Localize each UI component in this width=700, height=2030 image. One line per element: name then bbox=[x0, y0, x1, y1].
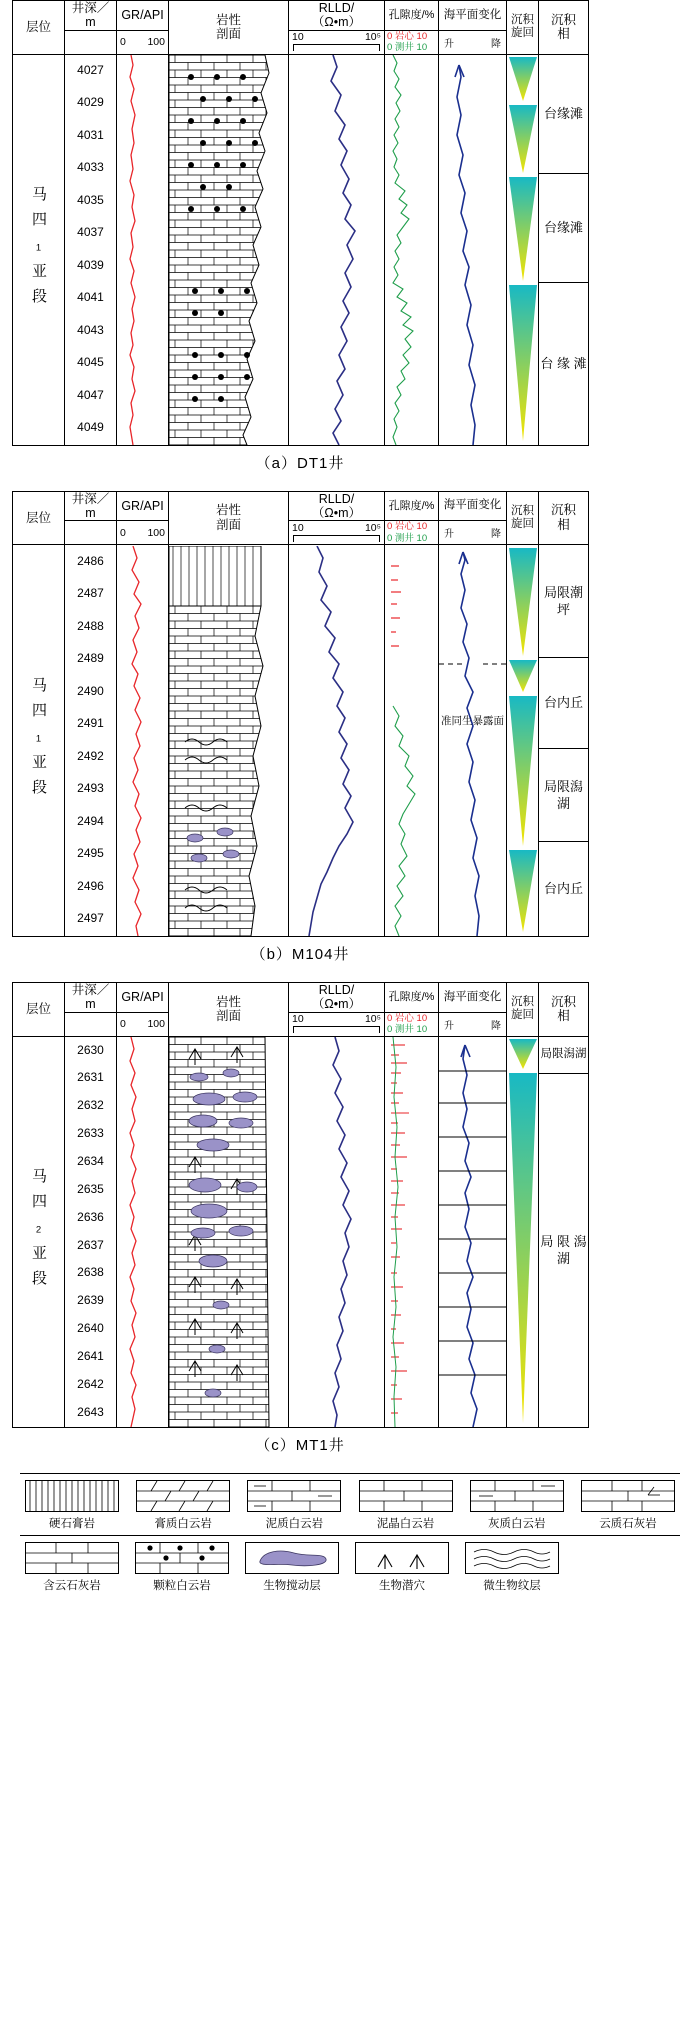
depth-track bbox=[65, 545, 117, 937]
depth-label: 2638 bbox=[77, 1265, 104, 1280]
depth-label: 2641 bbox=[77, 1348, 104, 1363]
depth-label: 2630 bbox=[77, 1042, 104, 1057]
sealevel-track bbox=[439, 1036, 507, 1427]
gr-track bbox=[117, 54, 169, 445]
header-gr: GR/API bbox=[117, 983, 169, 1013]
depth-track bbox=[65, 54, 117, 445]
legend-item bbox=[20, 1542, 124, 1593]
caption-dt1: （a）DT1井 bbox=[255, 454, 345, 472]
gr-curve bbox=[117, 1037, 169, 1427]
legend-label: 云质石灰岩 bbox=[599, 1517, 657, 1530]
gypsum-dolomite-icon bbox=[136, 1480, 230, 1512]
dolomitic-limestone-icon bbox=[581, 1480, 675, 1512]
facies-cell: 局限潟湖 bbox=[539, 749, 588, 842]
depth-label: 4029 bbox=[77, 95, 104, 110]
legend-label: 生物潜穴 bbox=[379, 1579, 425, 1592]
legend-label: 灰质白云岩 bbox=[488, 1517, 546, 1530]
panel-dt1 bbox=[12, 0, 588, 473]
depth-label: 4031 bbox=[77, 127, 104, 142]
porosity-track bbox=[385, 545, 439, 937]
rlld-scale-bar bbox=[293, 1026, 380, 1033]
rlld-scale-bar bbox=[293, 44, 380, 51]
calcareous-dolomite-icon bbox=[470, 1480, 564, 1512]
depth-label: 2491 bbox=[77, 716, 104, 731]
depth-label: 2488 bbox=[77, 618, 104, 633]
depth-label: 2486 bbox=[77, 553, 104, 568]
depth-label: 2487 bbox=[77, 586, 104, 601]
header-gr: GR/API bbox=[117, 491, 169, 521]
porosity-curves bbox=[385, 546, 439, 936]
gr-scale: 0 100 bbox=[117, 521, 169, 545]
header-cycle: 沉积 旋回 bbox=[507, 983, 539, 1037]
depth-unit-row bbox=[65, 1012, 117, 1036]
sealevel-track bbox=[439, 54, 507, 445]
depth-unit-row bbox=[65, 30, 117, 54]
lithology-column bbox=[169, 546, 289, 936]
sealevel-curve bbox=[439, 546, 507, 936]
facies-cell: 局限潟湖 bbox=[539, 1037, 588, 1074]
depth-label: 2495 bbox=[77, 846, 104, 861]
depth-label: 2640 bbox=[77, 1321, 104, 1336]
cycle-track bbox=[507, 545, 539, 937]
legend-item bbox=[350, 1542, 454, 1593]
rlld-track bbox=[289, 1036, 385, 1427]
depth-label: 4035 bbox=[77, 192, 104, 207]
cycle-track bbox=[507, 1036, 539, 1427]
header-depth: 井深／ m bbox=[65, 491, 117, 521]
depth-label: 4033 bbox=[77, 160, 104, 175]
sealevel-scale: 升 降 bbox=[439, 1012, 507, 1036]
cycle-triangles bbox=[507, 546, 539, 936]
argillaceous-dolomite-icon bbox=[247, 1480, 341, 1512]
depth-label: 4049 bbox=[77, 420, 104, 435]
depth-labels bbox=[65, 1037, 116, 1427]
legend-row-1 bbox=[20, 1480, 680, 1531]
panel-mt1 bbox=[12, 982, 588, 1455]
legend-item bbox=[242, 1480, 346, 1531]
porosity-track bbox=[385, 1036, 439, 1427]
rlld-track bbox=[289, 545, 385, 937]
log-table-dt1 bbox=[12, 0, 589, 446]
depth-labels bbox=[65, 546, 116, 936]
depth-label: 4027 bbox=[77, 62, 104, 77]
legend-label: 微生物纹层 bbox=[483, 1579, 541, 1592]
cycle-triangles bbox=[507, 1037, 539, 1427]
caption-mt1: （c）MT1井 bbox=[255, 1436, 345, 1454]
header-cycle: 沉积 旋回 bbox=[507, 491, 539, 545]
bioturbation-icon bbox=[245, 1542, 339, 1574]
legend-item bbox=[240, 1542, 344, 1593]
lithology-column bbox=[169, 1037, 289, 1427]
header-sealevel: 海平面变化 bbox=[439, 983, 507, 1013]
dolomite-bearing-limestone-icon bbox=[25, 1542, 119, 1574]
depth-label: 2636 bbox=[77, 1209, 104, 1224]
header-facies: 沉积 相 bbox=[539, 491, 589, 545]
rlld-scale: 10 10⁵ bbox=[289, 521, 385, 545]
facies-cell: 台 缘 滩 bbox=[540, 355, 587, 371]
header-lithology: 岩性 剖面 bbox=[169, 1, 289, 55]
header-rlld: RLLD/ （Ω•m） bbox=[289, 1, 385, 31]
caption-m104: （b）M104井 bbox=[250, 946, 350, 964]
lithology-track bbox=[169, 54, 289, 445]
porosity-curves bbox=[385, 1037, 439, 1427]
porosity-scale: 0 岩心 10 0 测井 10 bbox=[385, 521, 439, 545]
depth-label: 4037 bbox=[77, 225, 104, 240]
gr-track bbox=[117, 545, 169, 937]
depth-label: 2632 bbox=[77, 1098, 104, 1113]
porosity-scale: 0 岩心 10 0 测井 10 bbox=[385, 30, 439, 54]
gr-curve bbox=[117, 546, 169, 936]
legend-row-2 bbox=[20, 1542, 680, 1593]
depth-label: 2634 bbox=[77, 1153, 104, 1168]
header-depth: 井深／ m bbox=[65, 983, 117, 1013]
log-table-mt1 bbox=[12, 982, 589, 1428]
sealevel-scale: 升 降 bbox=[439, 30, 507, 54]
facies-track bbox=[539, 1036, 589, 1427]
rlld-scale: 10 10⁵ bbox=[289, 30, 385, 54]
grainy-dolomite-icon bbox=[135, 1542, 229, 1574]
depth-label: 2494 bbox=[77, 813, 104, 828]
anhydrite-icon bbox=[25, 1480, 119, 1512]
porosity-scale: 0 岩心 10 0 测井 10 bbox=[385, 1012, 439, 1036]
legend-label: 硬石膏岩 bbox=[49, 1517, 95, 1530]
header-lithology: 岩性 剖面 bbox=[169, 983, 289, 1037]
sealevel-curve bbox=[439, 55, 507, 445]
rlld-curve bbox=[289, 546, 385, 936]
micrite-dolomite-icon bbox=[359, 1480, 453, 1512]
header-sealevel: 海平面变化 bbox=[439, 491, 507, 521]
header-facies: 沉积 相 bbox=[539, 983, 589, 1037]
legend-item bbox=[460, 1542, 564, 1593]
header-layer: 层位 bbox=[13, 491, 65, 545]
legend-item bbox=[130, 1542, 234, 1593]
burrow-icon bbox=[355, 1542, 449, 1574]
legend-item bbox=[20, 1480, 124, 1531]
lithology-column bbox=[169, 55, 289, 445]
sealevel-track bbox=[439, 545, 507, 937]
sealevel-curve bbox=[439, 1037, 507, 1427]
legend-divider-top bbox=[20, 1473, 680, 1474]
layer-label: 马四₁亚段 bbox=[30, 186, 47, 314]
depth-label: 2637 bbox=[77, 1237, 104, 1252]
porosity-track bbox=[385, 54, 439, 445]
legend-item bbox=[576, 1480, 680, 1531]
layer-label: 马四₂亚段 bbox=[30, 1168, 47, 1296]
header-cycle: 沉积 旋回 bbox=[507, 1, 539, 55]
lithology-track bbox=[169, 1036, 289, 1427]
facies-cell: 局限潮坪 bbox=[539, 545, 588, 658]
header-layer: 层位 bbox=[13, 983, 65, 1037]
header-depth: 井深／ m bbox=[65, 1, 117, 31]
header-rlld: RLLD/ （Ω•m） bbox=[289, 491, 385, 521]
legend-label: 颗粒白云岩 bbox=[153, 1579, 211, 1592]
legend-label: 生物搅动层 bbox=[263, 1579, 321, 1592]
header-sealevel: 海平面变化 bbox=[439, 1, 507, 31]
facies-track bbox=[539, 545, 589, 937]
rlld-scale-bar bbox=[293, 535, 380, 542]
layer-cell bbox=[13, 54, 65, 445]
layer-label: 马四₁亚段 bbox=[30, 677, 47, 805]
porosity-curves bbox=[385, 55, 439, 445]
depth-label: 4041 bbox=[77, 290, 104, 305]
legend-divider-middle bbox=[20, 1535, 680, 1536]
depth-label: 2489 bbox=[77, 651, 104, 666]
depth-label: 2643 bbox=[77, 1404, 104, 1419]
facies-track bbox=[539, 54, 589, 445]
facies-cell: 局 限 潟 湖 bbox=[540, 1233, 587, 1267]
legend-item bbox=[354, 1480, 458, 1531]
legend-label: 泥晶白云岩 bbox=[376, 1517, 435, 1530]
facies-cell: 台缘滩 bbox=[539, 174, 588, 283]
legend bbox=[20, 1480, 680, 1593]
gr-scale: 0 100 bbox=[117, 1012, 169, 1036]
legend-item bbox=[465, 1480, 569, 1531]
header-rlld: RLLD/ （Ω•m） bbox=[289, 983, 385, 1013]
cycle-track bbox=[507, 54, 539, 445]
depth-label: 2635 bbox=[77, 1181, 104, 1196]
depth-label: 2631 bbox=[77, 1070, 104, 1085]
header-porosity: 孔隙度/% bbox=[385, 983, 439, 1013]
gr-scale: 0 100 bbox=[117, 30, 169, 54]
header-porosity: 孔隙度/% bbox=[385, 1, 439, 31]
gr-curve bbox=[117, 55, 169, 445]
depth-track bbox=[65, 1036, 117, 1427]
depth-label: 2642 bbox=[77, 1376, 104, 1391]
depth-label: 4039 bbox=[77, 257, 104, 272]
legend-label: 含云石灰岩 bbox=[43, 1579, 101, 1592]
header-lithology: 岩性 剖面 bbox=[169, 491, 289, 545]
depth-label: 2496 bbox=[77, 878, 104, 893]
depth-label: 4045 bbox=[77, 355, 104, 370]
depth-unit-row bbox=[65, 521, 117, 545]
microbial-lamina-icon bbox=[465, 1542, 559, 1574]
depth-label: 2497 bbox=[77, 911, 104, 926]
depth-label: 2493 bbox=[77, 781, 104, 796]
layer-cell bbox=[13, 545, 65, 937]
facies-cell: 台内丘 bbox=[539, 658, 588, 749]
panel-m104 bbox=[12, 491, 588, 965]
header-gr: GR/API bbox=[117, 1, 169, 31]
gr-track bbox=[117, 1036, 169, 1427]
rlld-track bbox=[289, 54, 385, 445]
depth-label: 4043 bbox=[77, 322, 104, 337]
log-table-m104 bbox=[12, 491, 589, 938]
depth-label: 2639 bbox=[77, 1293, 104, 1308]
lithology-track bbox=[169, 545, 289, 937]
rlld-curve bbox=[289, 1037, 385, 1427]
header-porosity: 孔隙度/% bbox=[385, 491, 439, 521]
rlld-scale: 10 10⁵ bbox=[289, 1012, 385, 1036]
cycle-triangles bbox=[507, 55, 539, 445]
sealevel-scale: 升 降 bbox=[439, 521, 507, 545]
rlld-curve bbox=[289, 55, 385, 445]
facies-cell: 台内丘 bbox=[543, 881, 583, 897]
depth-label: 2633 bbox=[77, 1126, 104, 1141]
legend-label: 泥质白云岩 bbox=[265, 1517, 324, 1530]
depth-label: 2490 bbox=[77, 683, 104, 698]
header-facies: 沉积 相 bbox=[539, 1, 589, 55]
exposure-annotation: 准同生暴露面 bbox=[441, 715, 504, 728]
legend-item bbox=[131, 1480, 235, 1531]
legend-label: 膏质白云岩 bbox=[154, 1517, 212, 1530]
header-layer: 层位 bbox=[13, 1, 65, 55]
facies-cell: 台缘滩 bbox=[539, 55, 588, 174]
depth-label: 4047 bbox=[77, 387, 104, 402]
layer-cell bbox=[13, 1036, 65, 1427]
depth-label: 2492 bbox=[77, 748, 104, 763]
depth-labels bbox=[65, 55, 116, 445]
